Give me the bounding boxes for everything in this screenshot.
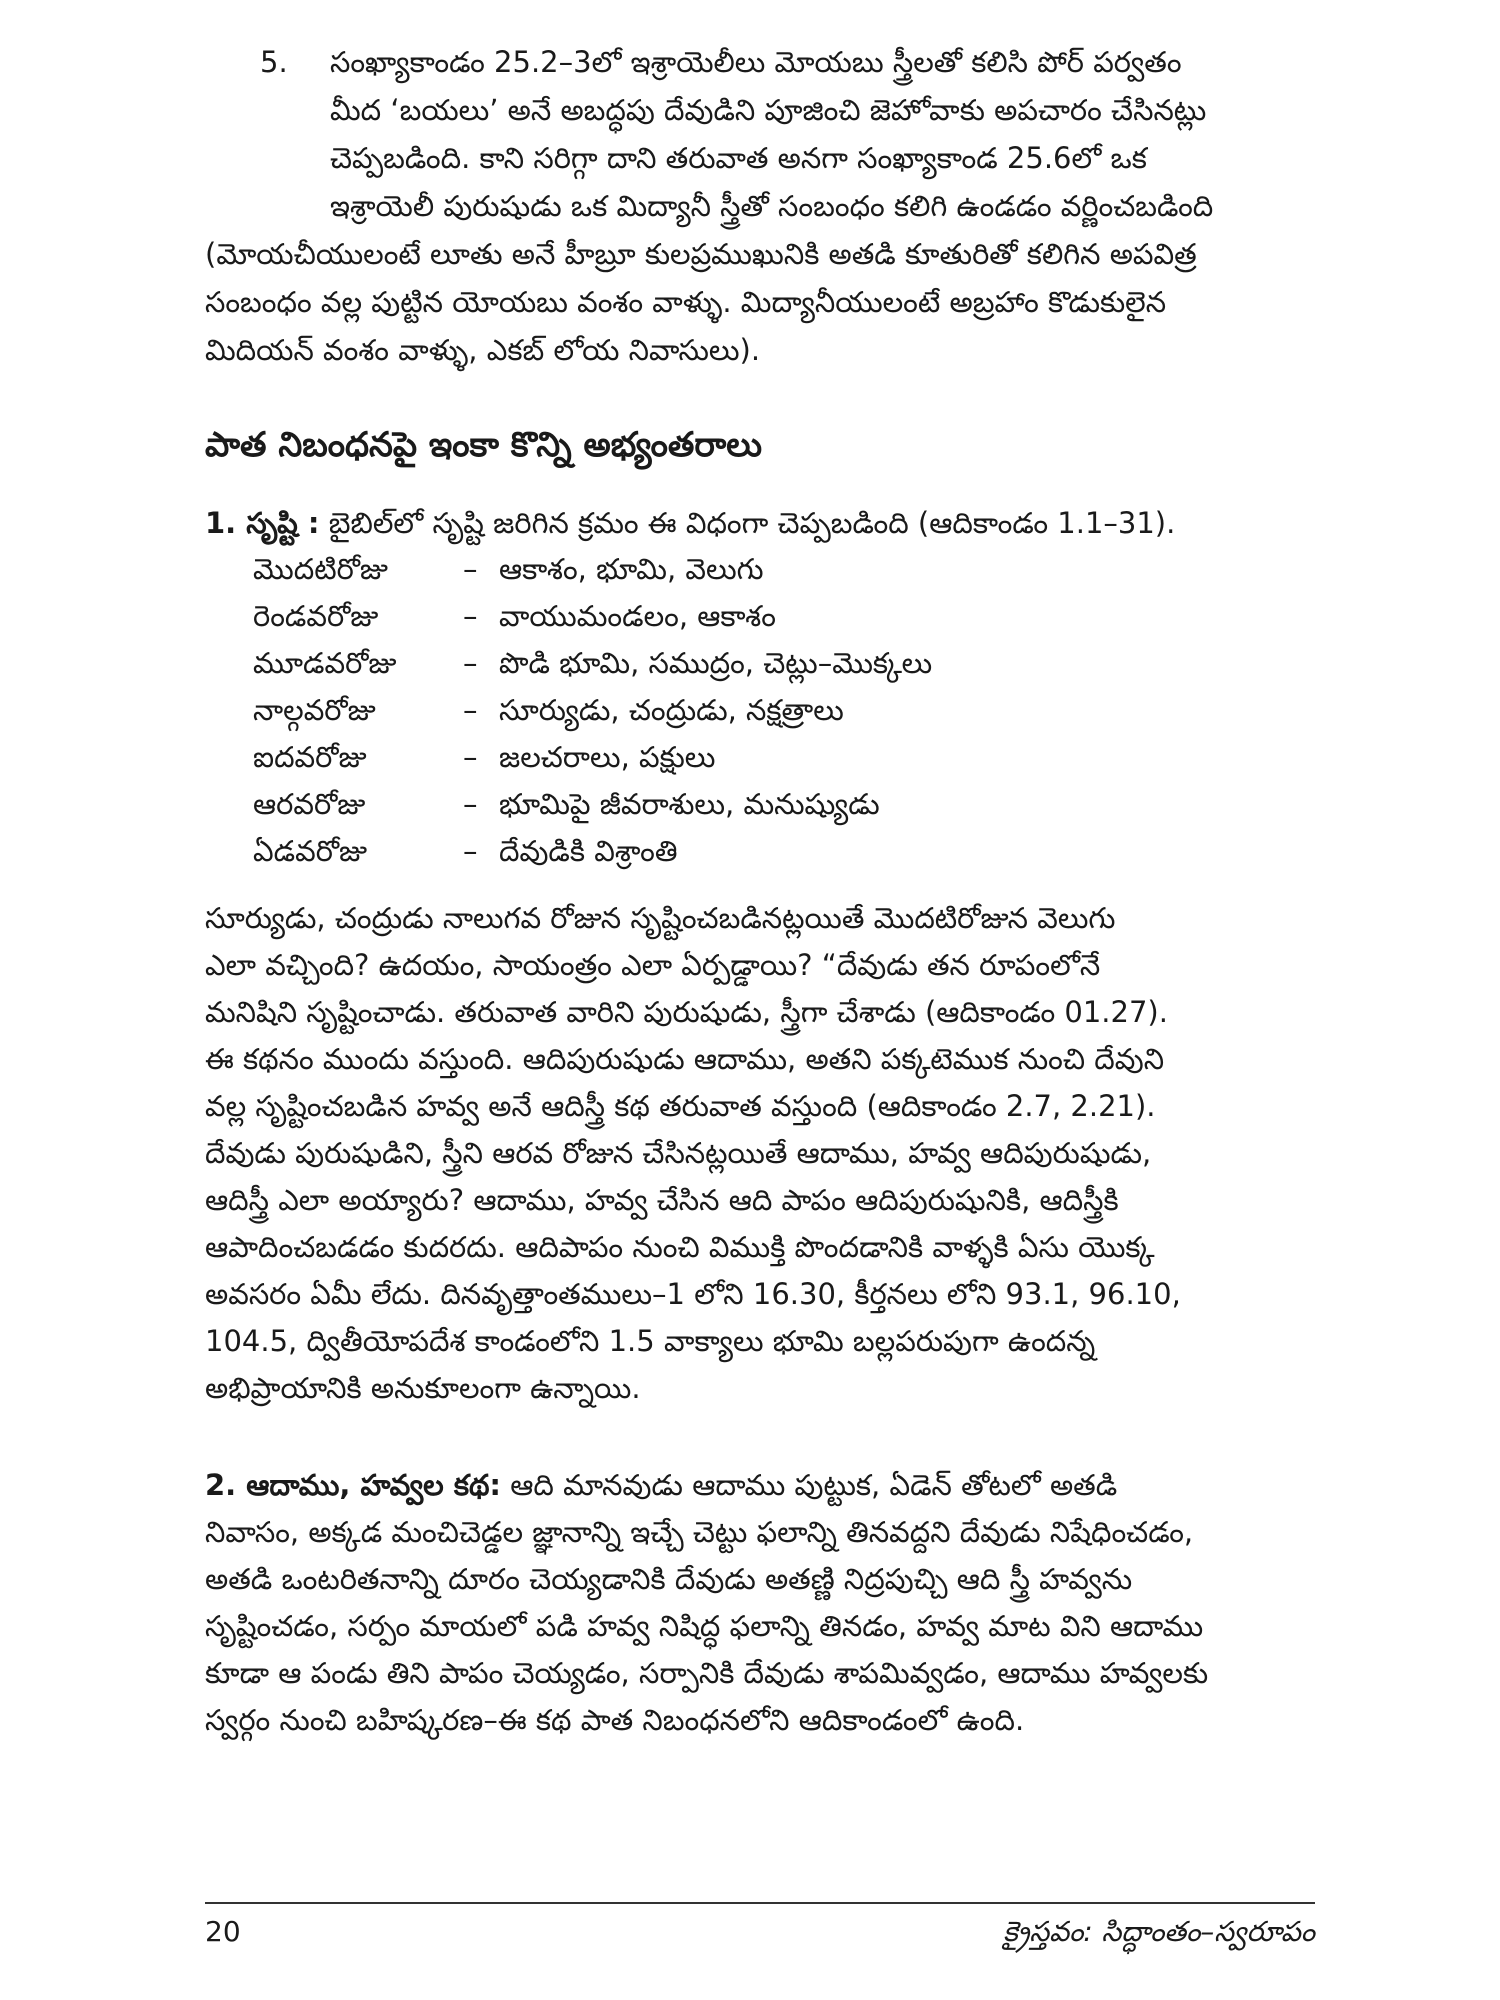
day-row (253, 781, 1315, 828)
book-title: క్రైస్తవం: సిద్ధాంతం–స్వరూపం (1003, 1915, 1315, 1948)
paragraph-line: సృష్టించడం, సర్పం మాయలో పడి హవ్వ నిషిద్ధ ఫలాన్ని తినడం, హవ్వ మాట విని ఆదాము (205, 1609, 1204, 1643)
day-row (253, 687, 1315, 734)
day-row (253, 640, 1315, 687)
item-5-line: సంఖ్యాకాండం 25.2–3లో ఇశ్రాయెలీలు మోయబు స్త్రీలతో కలిసి పోర్ పర్వతం (330, 45, 1182, 79)
dash-separator: – (463, 646, 478, 680)
item-5-paragraph (205, 38, 1315, 374)
creation-days-list (205, 546, 1315, 875)
paragraph-line: ఎలా వచ్చింది? ఉదయం, సాయంత్రం ఎలా ఏర్పడ్డాయి? “దేవుడు తన రూపంలోనే (205, 948, 1101, 982)
day-name: మొదటిరోజు (253, 552, 388, 586)
day-row (253, 734, 1315, 781)
day-text: సూర్యుడు, చంద్రుడు, నక్షత్రాలు (499, 693, 844, 727)
section-2-first-line: ఆది మానవుడు ఆదాము పుట్టుక, ఏడెన్ తోటలో అతడి (510, 1468, 1118, 1502)
paragraph-line: మనిషిని సృష్టించాడు. తరువాత వారిని పురుషుడు, స్త్రీగా చేశాడు (ఆదికాండం 01.27). (205, 995, 1168, 1029)
day-name: ఏడవరోజు (253, 834, 368, 868)
footer-divider (205, 1902, 1315, 1904)
dash-separator: – (463, 599, 478, 633)
day-text: పొడి భూమి, సముద్రం, చెట్లు–మొక్కలు (499, 646, 933, 680)
day-name: ఐదవరోజు (253, 740, 367, 774)
day-row (253, 828, 1315, 875)
item-5-line: ఇశ్రాయెలీ పురుషుడు ఒక మిద్యానీ స్త్రీతో సంబంధం కలిగి ఉండడం వర్ణించబడింది (330, 189, 1214, 223)
paragraph-line: ఆపాదించబడడం కుదరదు. ఆదిపాపం నుంచి విముక్తి పొందడానికి వాళ్ళకి ఏసు యొక్క (205, 1230, 1155, 1264)
paragraph-line: ఆదిస్త్రీ ఎలా అయ్యారు? ఆదాము, హవ్వ చేసిన ఆది పాపం ఆదిపురుషునికి, ఆదిస్త్రీకి (205, 1183, 1119, 1217)
item-5-line: మీద ‘బయలు’ అనే అబద్ధపు దేవుడిని పూజించి జెహోవాకు అపచారం చేసినట్లు (330, 93, 1207, 127)
page-footer (205, 1902, 1315, 1952)
day-text: భూమిపై జీవరాశులు, మనుష్యుడు (499, 787, 880, 821)
paragraph-line: అభిప్రాయానికి అనుకూలంగా ఉన్నాయి. (205, 1371, 641, 1405)
section-1-intro-text: బైబిల్‌లో సృష్టి జరిగిన క్రమం ఈ విధంగా చెప్పబడింది (ఆదికాండం 1.1–31). (328, 506, 1176, 540)
dash-separator: – (463, 552, 478, 586)
day-name: మూడవరోజు (253, 646, 397, 680)
paragraph-line: సూర్యుడు, చంద్రుడు నాలుగవ రోజున సృష్టించబడినట్లయితే మొదటిరోజున వెలుగు (205, 901, 1116, 935)
dash-separator: – (463, 834, 478, 868)
dash-separator: – (463, 693, 478, 727)
day-text: ఆకాశం, భూమి, వెలుగు (499, 552, 764, 586)
paragraph-line: స్వర్గం నుంచి బహిష్కరణ–ఈ కథ పాత నిబంధనలోని ఆదికాండంలో ఉంది. (205, 1703, 1025, 1737)
footer-row (205, 1912, 1315, 1952)
section-1-paragraph (205, 895, 1315, 1412)
item-5-line: మిదియన్ వంశం వాళ్ళు, ఎకబ్ లోయ నివాసులు). (205, 333, 761, 367)
paragraph-line: దేవుడు పురుషుడిని, స్త్రీని ఆరవ రోజున చేసినట్లయితే ఆదాము, హవ్వ ఆదిపురుషుడు, (205, 1136, 1152, 1170)
paragraph-line: వల్ల సృష్టించబడిన హవ్వ అనే ఆదిస్త్రీ కథ తరువాత వస్తుంది (ఆదికాండం 2.7, 2.21). (205, 1089, 1156, 1123)
day-row (253, 593, 1315, 640)
paragraph-line: అవసరం ఏమీ లేదు. దినవృత్తాంతములు–1 లోని 16.30, కీర్తనలు లోని 93.1, 96.10, (205, 1277, 1181, 1311)
item-5-line: సంబంధం వల్ల పుట్టిన యోయబు వంశం వాళ్ళు. మిద్యానీయులంటే అబ్రహాం కొడుకులైన (205, 285, 1167, 319)
paragraph-line: కూడా ఆ పండు తిని పాపం చెయ్యడం, సర్పానికి దేవుడు శాపమివ్వడం, ఆదాము హవ్వలకు (205, 1656, 1209, 1690)
dash-separator: – (463, 787, 478, 821)
dash-separator: – (463, 740, 478, 774)
item-5-line: చెప్పబడింది. కాని సరిగ్గా దాని తరువాత అనగా సంఖ్యాకాండ 25.6లో ఒక (330, 141, 1147, 175)
paragraph-line: ఈ కథనం ముందు వస్తుంది. ఆదిపురుషుడు ఆదాము, అతని పక్కటెముక నుంచి దేవుని (205, 1042, 1165, 1076)
day-text: దేవుడికి విశ్రాంతి (499, 834, 678, 868)
paragraph-line (205, 1462, 1315, 1509)
day-name: నాల్గవరోజు (253, 693, 376, 727)
day-name: రెండవరోజు (253, 599, 379, 633)
paragraph-line: నివాసం, అక్కడ మంచిచెడ్డల జ్ఞానాన్ని ఇచ్చే చెట్టు ఫలాన్ని తినవద్దని దేవుడు నిషేధించడం, (205, 1515, 1194, 1549)
section-1-intro (205, 500, 1315, 546)
item-5-line: (మోయచీయులంటే లూతు అనే హీబ్రూ కులప్రముఖునికి అతడి కూతురితో కలిగిన అపవిత్ర (205, 237, 1197, 271)
document-page (205, 30, 1315, 1970)
paragraph-line: అతడి ఒంటరితనాన్ని దూరం చెయ్యడానికి దేవుడు అతణ్ణి నిద్రపుచ్చి ఆది స్త్రీ హవ్వను (205, 1562, 1133, 1596)
page-number: 20 (205, 1915, 241, 1948)
day-text: వాయుమండలం, ఆకాశం (499, 599, 776, 633)
item-number: 5. (260, 45, 288, 79)
day-row (253, 546, 1315, 593)
section-2-label: 2. ఆదాము, హవ్వల కథ: (205, 1468, 502, 1502)
day-name: ఆరవరోజు (253, 787, 366, 821)
day-text: జలచరాలు, పక్షులు (499, 740, 716, 774)
paragraph-line: 104.5, ద్వితీయోపదేశ కాండంలోని 1.5 వాక్యాలు భూమి బల్లపరుపుగా ఉందన్న (205, 1324, 1096, 1358)
section-heading: పాత నిబంధనపై ఇంకా కొన్ని అభ్యంతరాలు (205, 425, 763, 465)
section-1-label: 1. సృష్టి : (205, 506, 320, 540)
section-2-paragraph (205, 1462, 1315, 1744)
